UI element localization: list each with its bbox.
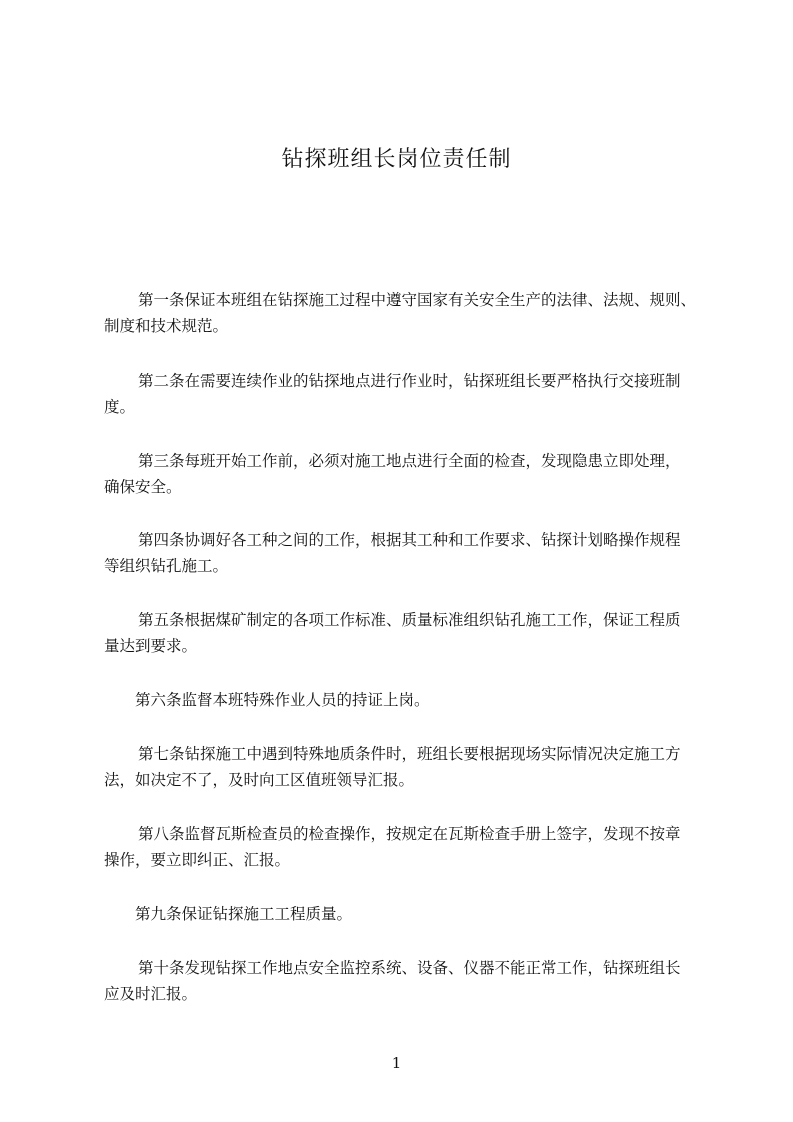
article-10 — [104, 955, 710, 1007]
article-7-line-2: 法，如决定不了，及时向工区值班领导汇报。 — [104, 771, 415, 789]
article-9-line-1: 第九条保证钻探施工工程质量。 — [135, 905, 353, 923]
article-2 — [104, 368, 710, 420]
article-2-line-1: 第二条在需要连续作业的钻探地点进行作业时，钻探班组长要严格执行交接班制 — [138, 372, 681, 390]
page-number: 1 — [391, 1054, 402, 1072]
article-3 — [104, 448, 710, 500]
article-1-line-2: 制度和技术规范。 — [104, 317, 229, 335]
article-3-line-2: 确保安全。 — [104, 478, 182, 496]
article-1 — [104, 287, 710, 339]
article-3-line-1: 第三条每班开始工作前，必须对施工地点进行全面的检查，发现隐患立即处理， — [138, 452, 681, 470]
article-7 — [104, 741, 710, 793]
article-8-line-1: 第八条监督瓦斯检查员的检查操作，按规定在瓦斯检查手册上签字，发现不按章 — [138, 825, 681, 843]
article-10-line-1: 第十条发现钻探工作地点安全监控系统、设备、仪器不能正常工作，钻探班组长 — [138, 959, 681, 977]
article-4-line-2: 等组织钻孔施工。 — [104, 557, 229, 575]
article-7-line-1: 第七条钻探施工中遇到特殊地质条件时，班组长要根据现场实际情况决定施工方 — [138, 745, 681, 763]
article-9 — [104, 901, 710, 927]
article-4 — [104, 527, 710, 579]
article-10-line-2: 应及时汇报。 — [104, 985, 198, 1003]
document-title: 钻探班组长岗位责任制 — [281, 147, 512, 172]
article-6-line-1: 第六条监督本班特殊作业人员的持证上岗。 — [135, 691, 430, 709]
article-5-line-1: 第五条根据煤矿制定的各项工作标准、质量标准组织钻孔施工工作，保证工程质 — [138, 611, 681, 629]
article-8 — [104, 821, 710, 873]
article-4-line-1: 第四条协调好各工种之间的工作，根据其工种和工作要求、钻探计划略操作规程 — [138, 531, 681, 549]
article-5 — [104, 607, 710, 659]
article-5-line-2: 量达到要求。 — [104, 637, 198, 655]
article-6 — [104, 687, 710, 713]
article-1-line-1: 第一条保证本班组在钻探施工过程中遵守国家有关安全生产的法律、法规、规则、 — [138, 291, 697, 309]
article-2-line-2: 度。 — [104, 398, 136, 416]
article-8-line-2: 操作，要立即纠正、汇报。 — [104, 851, 291, 869]
